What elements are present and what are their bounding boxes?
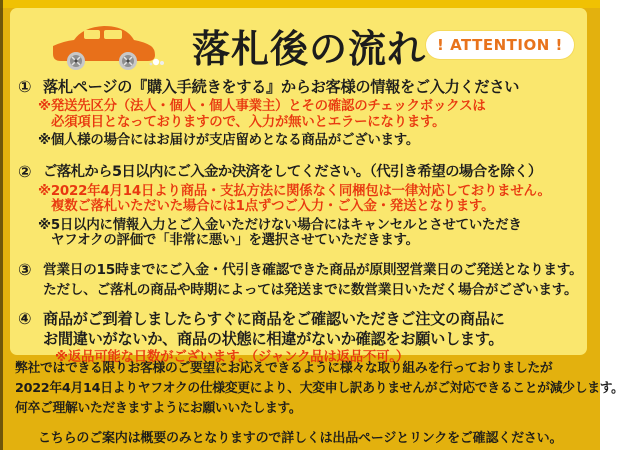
- footer-line: 弊社ではできる限りお客様のご要望にお応えできるように様々な取り組みを行っておりましたが: [15, 361, 553, 376]
- footer-line: 2022年4月14日よりヤフオクの仕様変更により、大変申し訳ありませんがご対応できることが減少します。: [15, 381, 624, 396]
- car-icon: [44, 18, 166, 72]
- footer-line: 何卒ご理解いただきますようにお願いいたします。: [15, 401, 302, 416]
- left-edge-line: [0, 0, 3, 450]
- note-line: 複数ご落札いただいた場合には1点ずつご入力・ご入金・発送となります。: [51, 199, 495, 214]
- section-4-line: お間違いがないか、商品の状態に相違がないか確認をお願いします。: [43, 329, 504, 348]
- note-line: ※2022年4月14日より商品・支払方法に関係なく同梱包は一律対応しておりません。: [38, 183, 551, 199]
- section-1-number: ①: [18, 77, 32, 96]
- main-panel: [10, 8, 587, 365]
- top-border-strip: [0, 0, 600, 8]
- attention-badge: ! ATTENTION !: [426, 31, 574, 59]
- page-title: 落札後の流れ: [192, 26, 427, 71]
- section-2-number: ②: [18, 161, 32, 181]
- section-4-line: 商品がご到着しましたらすぐに商品をご確認いただきご注文の商品に: [43, 309, 505, 328]
- header: [10, 8, 587, 76]
- section-2-notes: [18, 184, 587, 249]
- section-2-heading: ご落札から5日以内にご入金か決済をしてください。（代引き希望の場合を除く）: [43, 163, 542, 180]
- section-1-notes: [18, 99, 587, 149]
- section-3: [10, 260, 587, 300]
- section-3-number: ③: [18, 259, 32, 279]
- note-line: ※発送先区分（法人・個人・個人事業主）とその確認のチェックボックスは: [38, 99, 486, 114]
- note-line: ※5日以内に情報入力とご入金いただけない場合にはキャンセルとさせていただき: [38, 217, 522, 233]
- section-3-line: ただし、ご落札の商品や時期によっては発送までに数営業日いただく場合がございます。: [43, 281, 578, 298]
- section-1: [10, 77, 587, 149]
- note-line: ※返品可能な日数がございます。（ジャンク品は返品不可。）: [55, 349, 409, 365]
- footer-notice: [15, 359, 624, 419]
- section-4: [10, 309, 587, 366]
- section-2: [10, 162, 587, 249]
- note-line: ヤフオクの評価で「非常に悪い」を選択させていただきます。: [51, 233, 419, 248]
- section-4-number: ④: [18, 308, 32, 328]
- section-3-line: 営業日の15時までにご入金・代引き確認できた商品が原則翌営業日のご発送となります。: [43, 261, 583, 278]
- bottom-note: こちらのご案内は概要のみとなりますので詳しくは出品ページとリンクをご確認ください。: [38, 431, 563, 446]
- section-1-heading: 落札ページの『購入手続きをする』からお客様の情報をご入力ください: [43, 78, 520, 96]
- note-line: 必須項目となっておりますので、入力が無いとエラーになります。: [51, 114, 446, 130]
- note-line: ※個人様の場合にはお届けが支店留めとなる商品がございます。: [38, 133, 420, 148]
